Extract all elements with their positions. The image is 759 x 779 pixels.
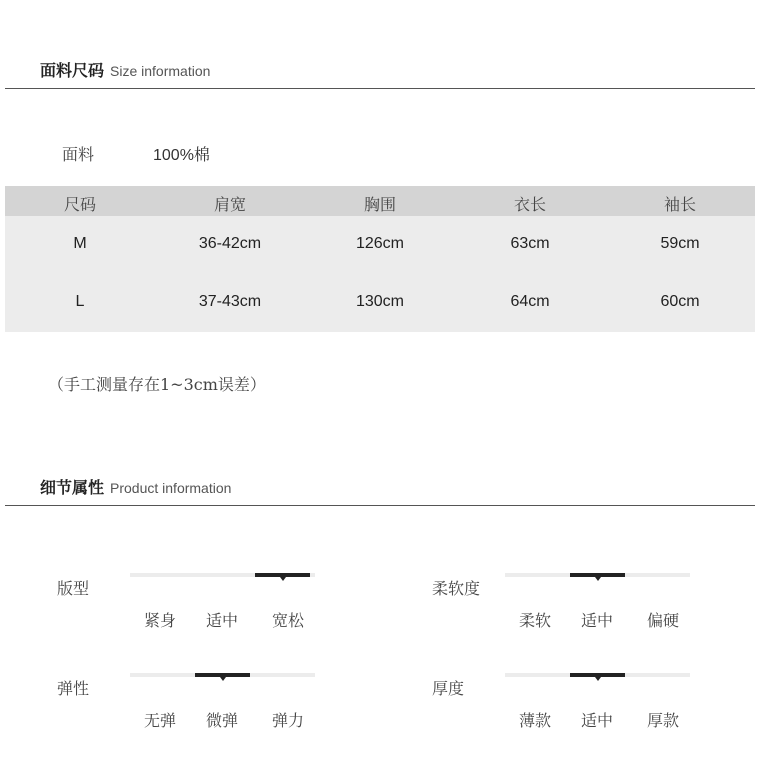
attribute-scale <box>130 673 315 677</box>
product-section-divider <box>5 505 755 506</box>
header-length: 衣长 <box>513 195 546 214</box>
option-label: 柔软 <box>518 611 551 630</box>
selected-indicator <box>570 573 625 577</box>
product-section-title <box>40 475 231 498</box>
table-cell: 63cm <box>510 235 550 252</box>
option-label: 适中 <box>580 711 613 730</box>
attribute-scale <box>505 573 690 577</box>
option-label: 无弹 <box>143 711 176 730</box>
option-label: 厚款 <box>646 711 679 730</box>
attribute-label: 版型 <box>57 579 90 598</box>
option-label: 偏硬 <box>646 611 679 630</box>
header-sleeve: 袖长 <box>663 195 696 214</box>
option-label: 弹力 <box>271 711 304 730</box>
option-label: 紧身 <box>143 611 176 630</box>
attribute-label: 弹性 <box>57 679 90 698</box>
attribute-label: 柔软度 <box>432 579 481 598</box>
measurement-note: （手工测量存在1~3cm误差） <box>48 375 266 394</box>
attribute-scale <box>130 573 315 577</box>
size-table <box>5 186 755 332</box>
table-cell: 126cm <box>355 235 405 252</box>
attribute-label: 厚度 <box>432 679 465 698</box>
table-cell: 60cm <box>660 293 700 310</box>
option-label: 宽松 <box>271 611 304 630</box>
option-label: 薄款 <box>518 711 551 730</box>
product-section-title-cn: 细节属性 <box>40 478 105 497</box>
selected-indicator <box>570 673 625 677</box>
option-label: 微弹 <box>205 711 238 730</box>
fabric-value: 100%棉 <box>153 147 210 164</box>
table-cell: M <box>73 235 87 252</box>
product-section-title-en: Product information <box>110 480 232 496</box>
selected-indicator <box>195 673 250 677</box>
fabric-label: 面料 <box>62 145 95 164</box>
header-chest: 胸围 <box>363 195 396 214</box>
attribute-scale <box>505 673 690 677</box>
option-label: 适中 <box>205 611 238 630</box>
option-label: 适中 <box>580 611 613 630</box>
size-section-title <box>40 58 210 81</box>
table-cell: 37-43cm <box>198 293 262 310</box>
header-size: 尺码 <box>63 195 96 214</box>
table-cell: 64cm <box>510 293 550 310</box>
table-cell: 36-42cm <box>198 235 262 252</box>
table-cell: L <box>75 293 85 310</box>
size-section-title-en: Size information <box>110 63 211 79</box>
selected-indicator <box>255 573 310 577</box>
size-section-title-cn: 面料尺码 <box>40 61 105 80</box>
header-shoulder: 肩宽 <box>213 195 246 214</box>
size-table-header <box>5 186 755 216</box>
size-section-divider <box>5 88 755 89</box>
table-cell: 59cm <box>660 235 700 252</box>
table-cell: 130cm <box>355 293 405 310</box>
